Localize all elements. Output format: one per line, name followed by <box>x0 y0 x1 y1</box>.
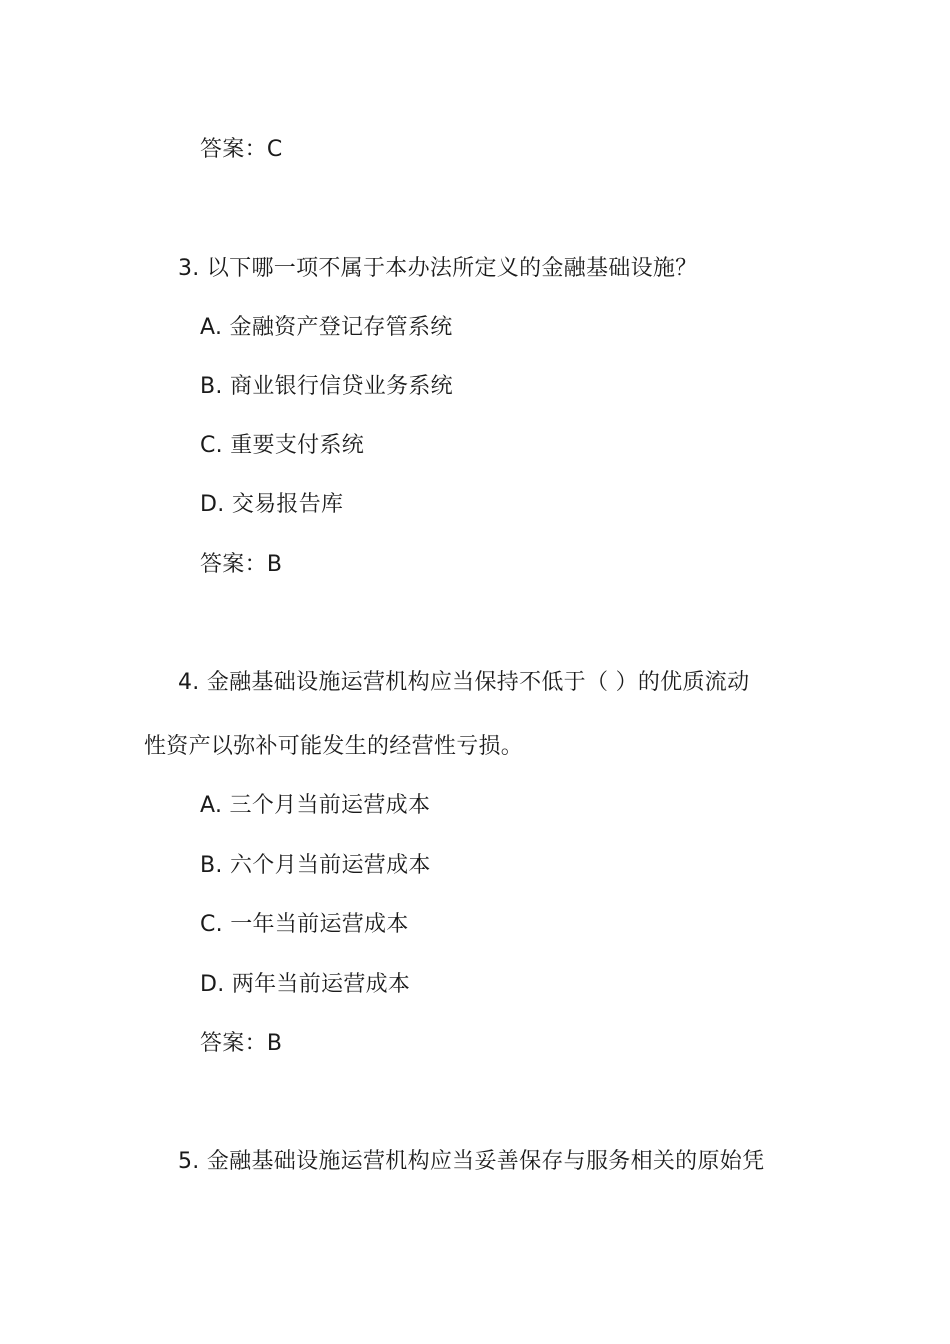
q4-stem-line2: 性资产以弥补可能发生的经营性亏损。 <box>144 734 524 759</box>
q3-stem: 3. 以下哪一项不属于本办法所定义的金融基础设施？ <box>178 256 698 281</box>
q4-option-b: B. 六个月当前运营成本 <box>200 853 431 878</box>
q4-stem-line1: 4. 金融基础设施运营机构应当保持不低于（ ）的优质流动 <box>178 670 750 695</box>
q4-option-d: D. 两年当前运营成本 <box>200 972 411 997</box>
q2-answer: 答案：C <box>200 137 283 162</box>
q3-answer: 答案：B <box>200 552 283 577</box>
q4-answer: 答案：B <box>200 1031 283 1056</box>
q3-option-d: D. 交易报告库 <box>200 492 344 517</box>
q3-option-b: B. 商业银行信贷业务系统 <box>200 374 453 399</box>
q4-option-c: C. 一年当前运营成本 <box>200 912 409 937</box>
q3-option-c: C. 重要支付系统 <box>200 433 365 458</box>
q5-stem-line1: 5. 金融基础设施运营机构应当妥善保存与服务相关的原始凭 <box>178 1149 765 1174</box>
q4-option-a: A. 三个月当前运营成本 <box>200 793 431 818</box>
q3-option-a: A. 金融资产登记存管系统 <box>200 315 453 340</box>
